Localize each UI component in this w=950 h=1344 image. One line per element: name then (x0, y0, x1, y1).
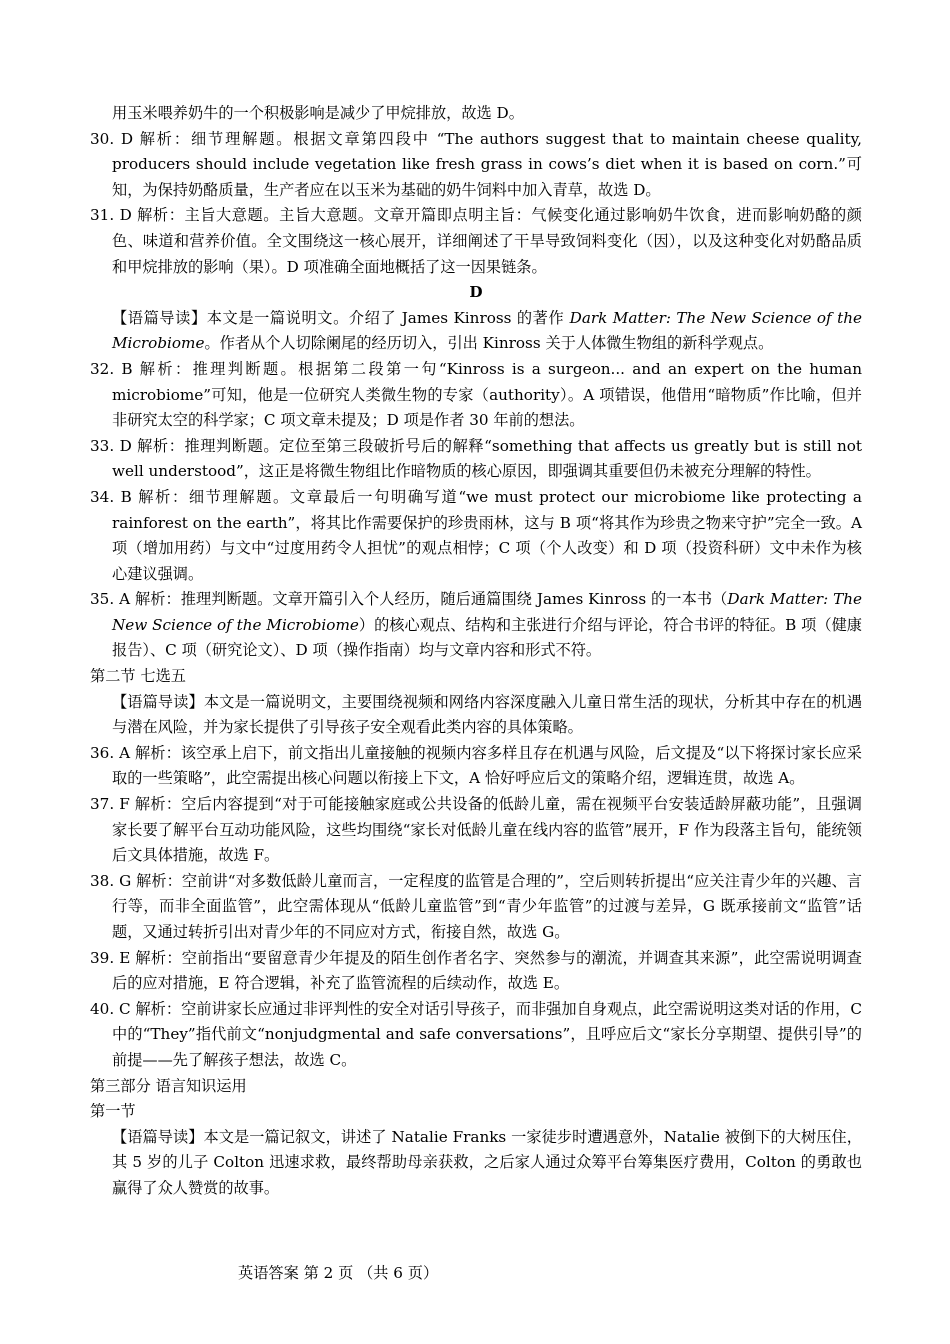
answer-36: 36. A 解析：该空承上启下，前文指出儿童接触的视频内容多样且存在机遇与风险，后文提及“以下将探讨家长应采取的一些策略”，此空需提出核心问题以衔接上下文，A 恰好呼应后文的策略介绍，逻辑连贯，故选 A。 (90, 743, 862, 788)
answer-29-continuation: 用玉米喂养奶牛的一个积极影响是减少了甲烷排放，故选 D。 (112, 104, 524, 122)
passage-d-intro-text-1: 【语篇导读】本文是一篇说明文。介绍了 James Kinross 的著作 (112, 308, 570, 327)
cloze-intro: 【语篇导读】本文是一篇记叙文，讲述了 Natalie Franks 一家徒步时遭遇意外，Natalie 被倒下的大树压住，其 5 岁的儿子 Colton 迅速求救，最终帮助母亲获救，之后家人通过众筹平台筹集医疗费用，Colton 的勇敢也赢得了众人赞赏的故事。 (112, 1127, 862, 1197)
answer-34: 34. B 解析：细节理解题。文章最后一句明确写道“we must protect our microbiome like protecting a rainforest on the earth”，将其比作需要保护的珍贵雨林，这与 B 项“将其作为珍贵之物来守护”完全一致。A 项（增加用药）与文中“过度用药令人担忧”的观点相悖；C 项（个人改变）和 D 项（投资科研）文中未作为核心建议强调。 (90, 487, 862, 583)
answer-39: 39. E 解析：空前指出“要留意青少年提及的陌生创作者名字、突然参与的潮流，并调查其来源”，此空需说明调查后的应对措施，E 符合逻辑，补充了监管流程的后续动作，故选 E。 (90, 948, 862, 993)
answer-33: 33. D 解析：推理判断题。定位至第三段破折号后的解释“something that affects us greatly but is still not well understood”，这正是将微生物组比作暗物质的核心原因，即强调其重要但仍未被充分理解的特性。 (90, 436, 862, 481)
section-3-1-heading: 第一节 (90, 1102, 136, 1121)
answer-37: 37. F 解析：空后内容提到“对于可能接触家庭或公共设备的低龄儿童，需在视频平台安装适龄屏蔽功能”，且强调家长要了解平台互动功能风险，这些均围绕“家长对低龄儿童在线内容的监管”展开，F 作为段落主旨句，能统领后文具体措施，故选 F。 (90, 795, 862, 865)
section-d-heading: D (469, 283, 483, 302)
answer-35-text-2: ）的核心观点、结构和主张进行介绍与评论，符合书评的特征。B 项（健康报告）、C 项（研究论文）、D 项（操作指南）均与文章内容和形式不符。 (112, 615, 862, 660)
answer-32: 32. B 解析：推理判断题。根据第二段第一句“Kinross is a surgeon... and an expert on the human microbiome”可知，他是一位研究人类微生物的专家（authority）。A 项错误，他借用“暗物质”作比喻，但并非研究太空的科学家；C 项文章未提及；D 项是作者 30 年前的想法。 (90, 359, 862, 430)
answer-35-text-1: 35. A 解析：推理判断题。文章开篇引入个人经历，随后通篇围绕 James Kinross 的一本书（ (90, 590, 728, 609)
section-2-heading: 第二节 七选五 (90, 667, 186, 686)
page-footer: 英语答案 第 2 页 （共 6 页） (238, 1264, 439, 1282)
answer-40: 40. C 解析：空前讲家长应通过非评判性的安全对话引导孩子，而非强加自身观点，此空需说明这类对话的作用，C 中的“They”指代前文“nonjudgmental and safe conversations”，且呼应后文“家长分享期望、提供引导”的前提——先了解孩子想法，故选 C。 (90, 999, 862, 1069)
part-3-heading: 第三部分 语言知识运用 (90, 1076, 247, 1095)
answer-30: 30. D 解析：细节理解题。根据文章第四段中 “The authors suggest that to maintain cheese quality, producers should include vegetation like fresh grass in cows’s diet when it is based on corn.”可知，为保持奶酪质量，生产者应在以玉米为基础的奶牛饲料中加入青草，故选 D。 (90, 129, 862, 199)
seven-choose-five-intro: 【语篇导读】本文是一篇说明文，主要围绕视频和网络内容深度融入儿童日常生活的现状，分析其中存在的机遇与潜在风险，并为家长提供了引导孩子安全观看此类内容的具体策略。 (112, 692, 862, 737)
passage-d-intro (90, 306, 862, 357)
book-title: Dark Matter: The New Science of the Microbiome (112, 308, 862, 353)
answer-35 (90, 587, 862, 664)
answer-38: 38. G 解析：空前讲“对多数低龄儿童而言，一定程度的监管是合理的”，空后则转折提出“应关注青少年的兴趣、言行等，而非全面监管”，此空需体现从“低龄儿童监管”到“青少年监管”的过渡与差异，G 既承接前文“监管”话题，又通过转折引出对青少年的不同应对方式，衔接自然，故选 G。 (90, 871, 862, 941)
passage-d-intro-text-2: 。作者从个人切除阑尾的经历切入，引出 Kinross 关于人体微生物组的新科学观点。 (204, 334, 774, 353)
answer-31: 31. D 解析：主旨大意题。主旨大意题。文章开篇即点明主旨：气候变化通过影响奶牛饮食，进而影响奶酪的颜色、味道和营养价值。全文围绕这一核心展开，详细阐述了干旱导致饲料变化（因），以及这种变化对奶酪品质和甲烷排放的影响（果）。D 项准确全面地概括了这一因果链条。 (90, 206, 862, 276)
answer-35-book-title: Dark Matter: The New Science of the Microbiome (112, 590, 862, 634)
